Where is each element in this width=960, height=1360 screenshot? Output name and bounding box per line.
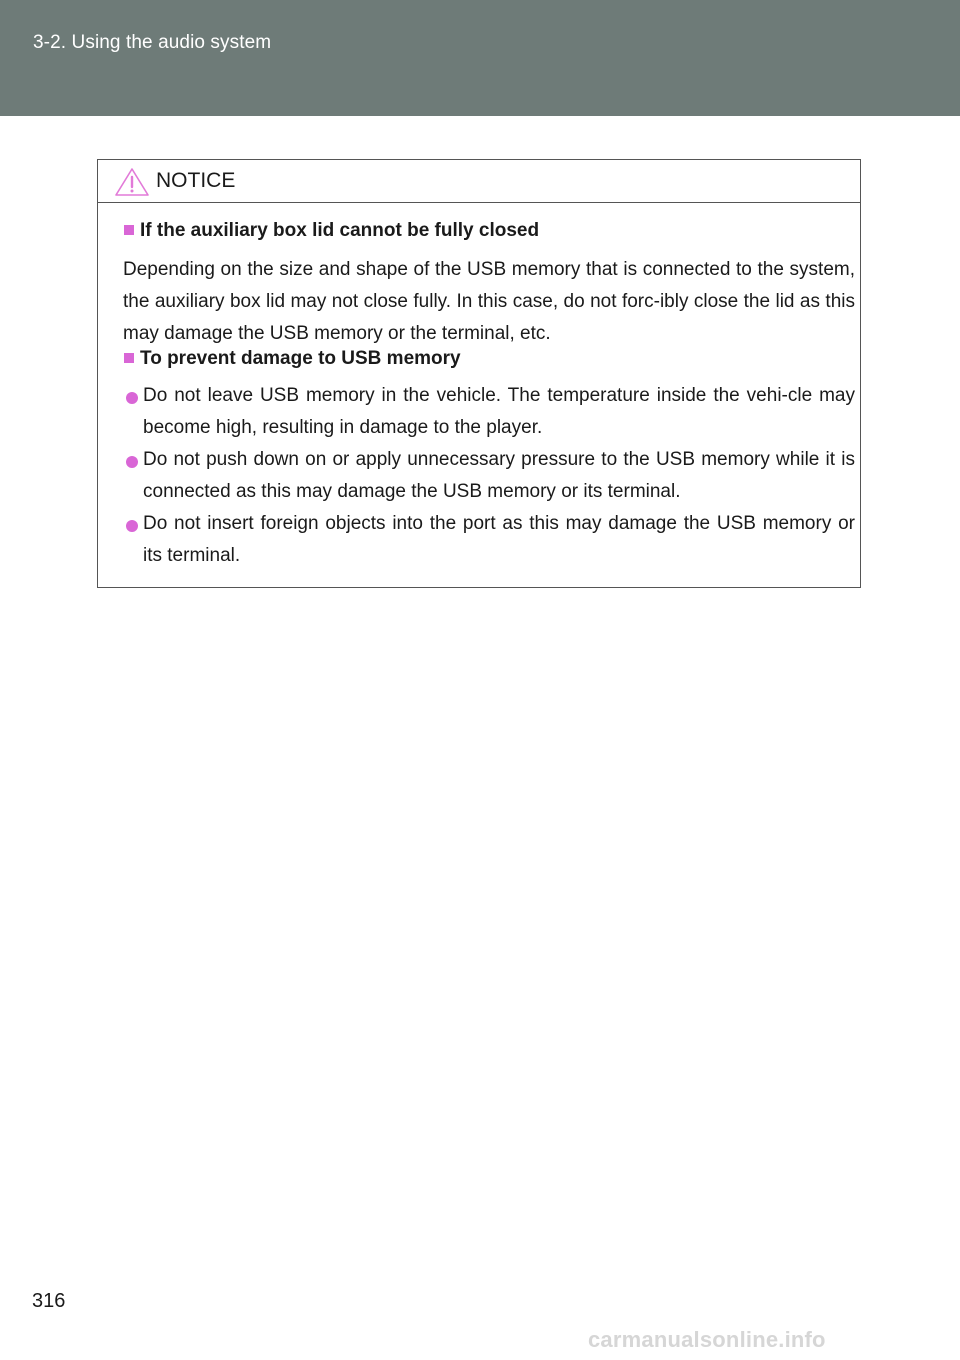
square-bullet-icon [124, 353, 134, 363]
round-bullet-icon [126, 456, 138, 468]
round-bullet-icon [126, 392, 138, 404]
section-title: 3-2. Using the audio system [33, 32, 272, 53]
square-bullet-icon [124, 225, 134, 235]
topic-paragraph: Depending on the size and shape of the USB memory that is connected to the system, the auxiliary box lid may not close fully. In this case, do not forc-ibly close the lid as this may damage the USB memory or the terminal, etc. [123, 259, 855, 344]
topic-heading [124, 220, 539, 242]
watermark: carmanualsonline.info [588, 1327, 826, 1352]
bullet-item-text: Do not insert foreign objects into the port as this may damage the USB memory or its terminal. [143, 513, 855, 566]
bullet-item-text: Do not push down on or apply unnecessary pressure to the USB memory while it is connected as this may damage the USB memory or its terminal. [143, 449, 855, 502]
page-number: 316 [32, 1290, 66, 1312]
notice-title: NOTICE [156, 169, 236, 192]
topic-heading-text: To prevent damage to USB memory [140, 348, 461, 369]
notice-header [98, 160, 860, 203]
topic-heading [124, 348, 461, 370]
warning-triangle-icon [114, 167, 150, 197]
bullet-item-text: Do not leave USB memory in the vehicle. The temperature inside the vehi-cle may become high, resulting in damage to the player. [143, 385, 855, 438]
round-bullet-icon [126, 520, 138, 532]
notice-box [97, 159, 861, 588]
header-band [0, 0, 960, 116]
topic-heading-text: If the auxiliary box lid cannot be fully closed [140, 220, 540, 241]
